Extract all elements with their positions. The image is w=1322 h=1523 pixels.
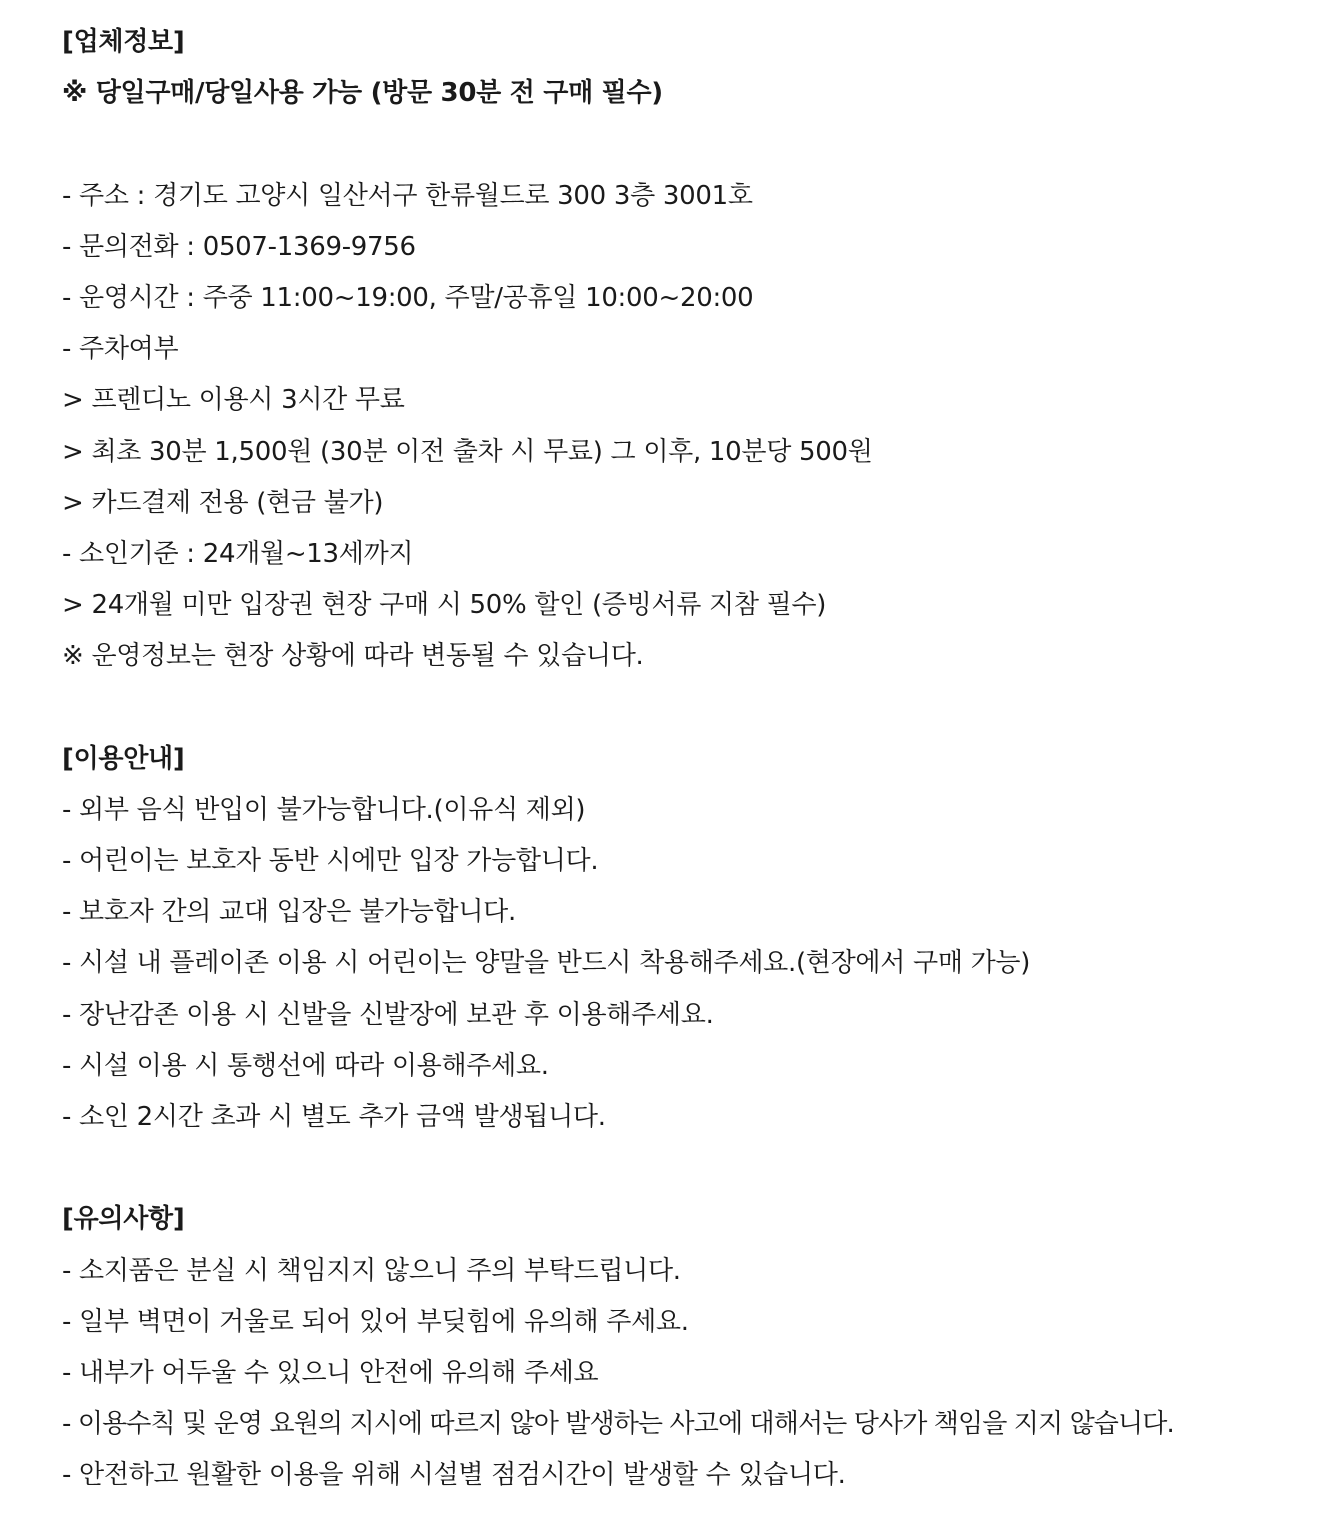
parking-title: - 주차여부	[62, 334, 179, 365]
child-standard-line: - 소인기준 : 24개월~13세까지	[62, 538, 414, 569]
usage-guide-heading: [이용안내]	[62, 743, 185, 774]
change-notice-line: ※ 운영정보는 현장 상황에 따라 변동될 수 있습니다.	[62, 641, 644, 672]
parking-fee-line: > 최초 30분 1,500원 (30분 이전 출차 시 무료) 그 이후, 10분당 500원	[62, 436, 873, 467]
list-item: - 이용수칙 및 운영 요원의 지시에 따르지 않아 발생하는 사고에 대해서는 당사가 책임을 지지 않습니다.	[62, 1409, 1174, 1440]
list-item: - 소인 2시간 초과 시 별도 추가 금액 발생됩니다.	[62, 1101, 606, 1132]
list-item: - 소지품은 분실 시 책임지지 않으니 주의 부탁드립니다.	[62, 1255, 681, 1286]
section-spacer	[62, 119, 1302, 170]
list-item: - 시설 내 플레이존 이용 시 어린이는 양말을 반드시 착용해주세요.(현장에서 구매 가능)	[62, 948, 1031, 979]
list-item: - 안전하고 원활한 이용을 위해 시설별 점검시간이 발생할 수 있습니다.	[62, 1460, 846, 1491]
list-item: - 장난감존 이용 시 신발을 신발장에 보관 후 이용해주세요.	[62, 999, 714, 1030]
section-spacer	[62, 1143, 1302, 1194]
infant-discount-line: > 24개월 미만 입장권 현장 구매 시 50% 할인 (증빙서류 지참 필수)	[62, 590, 827, 621]
company-info-heading: [업체정보]	[62, 27, 185, 57]
list-item: - 내부가 어두울 수 있으니 안전에 유의해 주세요	[62, 1357, 599, 1388]
list-item: - 어린이는 보호자 동반 시에만 입장 가능합니다.	[62, 846, 599, 876]
list-item: - 일부 벽면이 거울로 되어 있어 부딪힘에 유의해 주세요.	[62, 1306, 689, 1337]
section-spacer	[62, 682, 1302, 733]
parking-free-line: > 프렌디노 이용시 3시간 무료	[62, 385, 405, 416]
parking-card-line: > 카드결제 전용 (현금 불가)	[62, 487, 384, 518]
company-info-section	[62, 17, 1302, 682]
phone-line: - 문의전화 : 0507-1369-9756	[62, 231, 416, 262]
hours-line: - 운영시간 : 주중 11:00~19:00, 주말/공휴일 10:00~20:00	[62, 282, 754, 313]
list-item: - 시설 이용 시 통행선에 따라 이용해주세요.	[62, 1050, 549, 1081]
precautions-section	[62, 1194, 1302, 1501]
list-item: - 보호자 간의 교대 입장은 불가능합니다.	[62, 897, 516, 928]
usage-guide-section	[62, 734, 1302, 1144]
same-day-notice: ※ 당일구매/당일사용 가능 (방문 30분 전 구매 필수)	[62, 78, 663, 109]
precautions-heading: [유의사항]	[62, 1204, 185, 1235]
list-item: - 외부 음식 반입이 불가능합니다.(이유식 제외)	[62, 794, 586, 825]
product-info-document	[62, 17, 1302, 1501]
address-line: - 주소 : 경기도 고양시 일산서구 한류월드로 300 3층 3001호	[62, 180, 753, 211]
